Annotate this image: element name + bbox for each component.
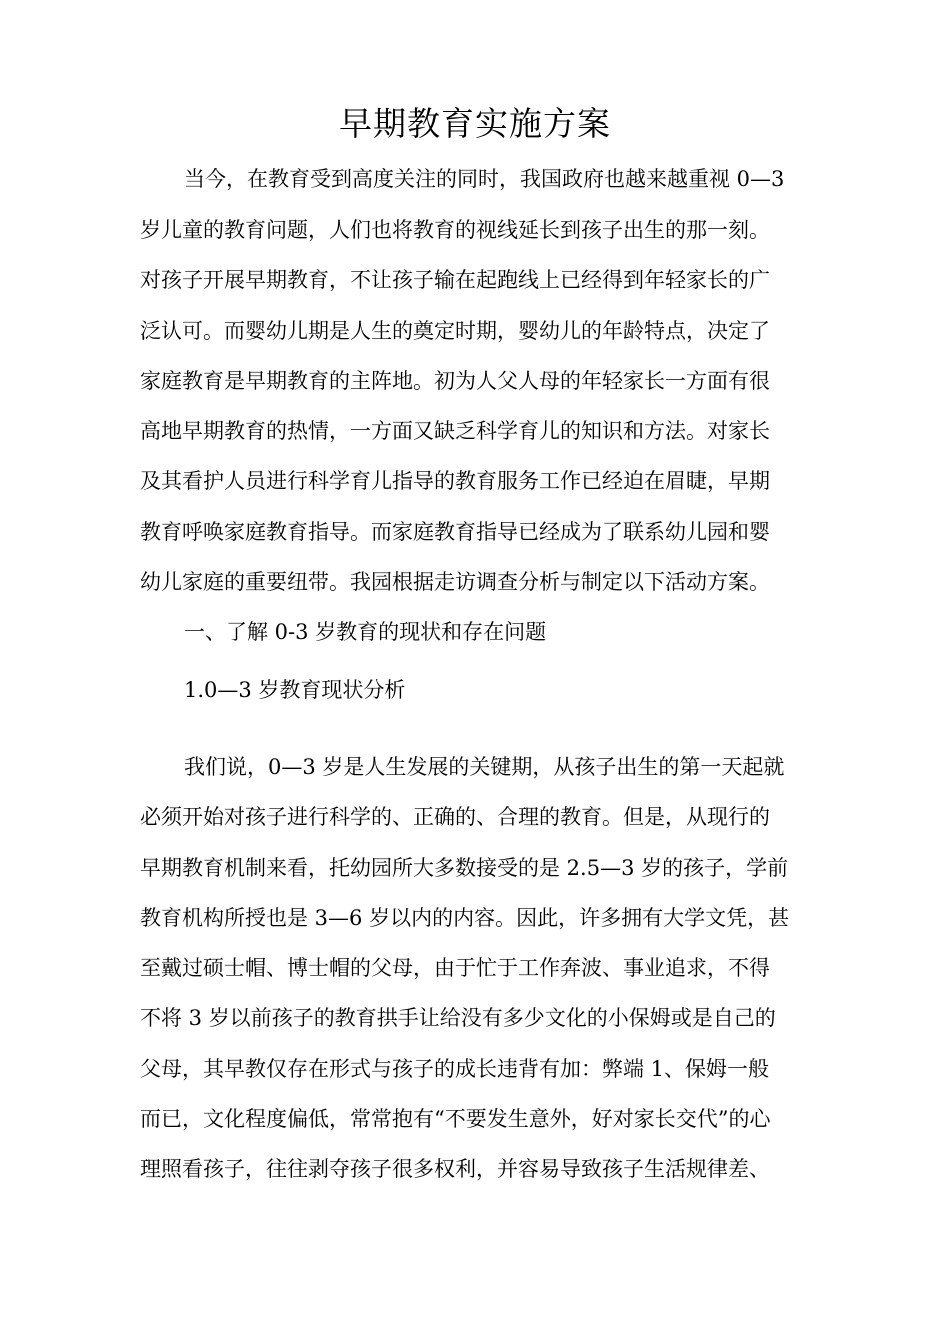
paragraph-2-line-4: 教育机构所授也是 3—6 岁以内的内容。因此，许多拥有大学文凭，甚 (140, 906, 790, 930)
paragraph-1-line-9: 幼儿家庭的重要纽带。我园根据走访调查分析与制定以下活动方案。 (140, 570, 770, 594)
paragraph-2-line-8: 而已，文化程度偏低，常常抱有“不要发生意外，好对家长交代”的心 (140, 1107, 771, 1131)
subsection-heading-1: 1.0—3 岁教育现状分析 (184, 678, 406, 702)
paragraph-1-line-1: 当今，在教育受到高度关注的同时，我国政府也越来越重视 0—3 (184, 167, 785, 191)
paragraph-2-line-3: 早期教育机制来看，托幼园所大多数接受的是 2.5—3 岁的孩子，学前 (140, 856, 789, 880)
paragraph-1-line-7: 及其看护人员进行科学育儿指导的教育服务工作已经迫在眉睫，早期 (140, 469, 770, 493)
paragraph-1-line-8: 教育呼唤家庭教育指导。而家庭教育指导已经成为了联系幼儿园和婴 (140, 520, 770, 544)
paragraph-1-line-2: 岁儿童的教育问题，人们也将教育的视线延长到孩子出生的那一刻。 (140, 218, 770, 242)
paragraph-2-line-5: 至戴过硕士帽、博士帽的父母，由于忙于工作奔波、事业追求，不得 (140, 956, 770, 980)
paragraph-2-line-2: 必须开始对孩子进行科学的、正确的、合理的教育。但是，从现行的 (140, 805, 770, 829)
paragraph-1-line-5: 家庭教育是早期教育的主阵地。初为人父人母的年轻家长一方面有很 (140, 369, 770, 393)
paragraph-2-line-7: 父母，其早教仅存在形式与孩子的成长违背有加：弊端 1、保姆一般 (140, 1057, 770, 1081)
paragraph-2-line-1: 我们说，0—3 岁是人生发展的关键期，从孩子出生的第一天起就 (184, 755, 785, 779)
section-heading-1: 一、了解 0-3 岁教育的现状和存在问题 (184, 620, 547, 644)
paragraph-2-line-9: 理照看孩子，往往剥夺孩子很多权利，并容易导致孩子生活规律差、 (140, 1157, 770, 1181)
paragraph-1-line-6: 高地早期教育的热情，一方面又缺乏科学育儿的知识和方法。对家长 (140, 419, 770, 443)
paragraph-1-line-4: 泛认可。而婴幼儿期是人生的奠定时期，婴幼儿的年龄特点，决定了 (140, 319, 770, 343)
paragraph-1-line-3: 对孩子开展早期教育，不让孩子输在起跑线上已经得到年轻家长的广 (140, 268, 770, 292)
document-title: 早期教育实施方案 (339, 104, 611, 143)
paragraph-2-line-6: 不将 3 岁以前孩子的教育拱手让给没有多少文化的小保姆或是自己的 (140, 1006, 776, 1030)
